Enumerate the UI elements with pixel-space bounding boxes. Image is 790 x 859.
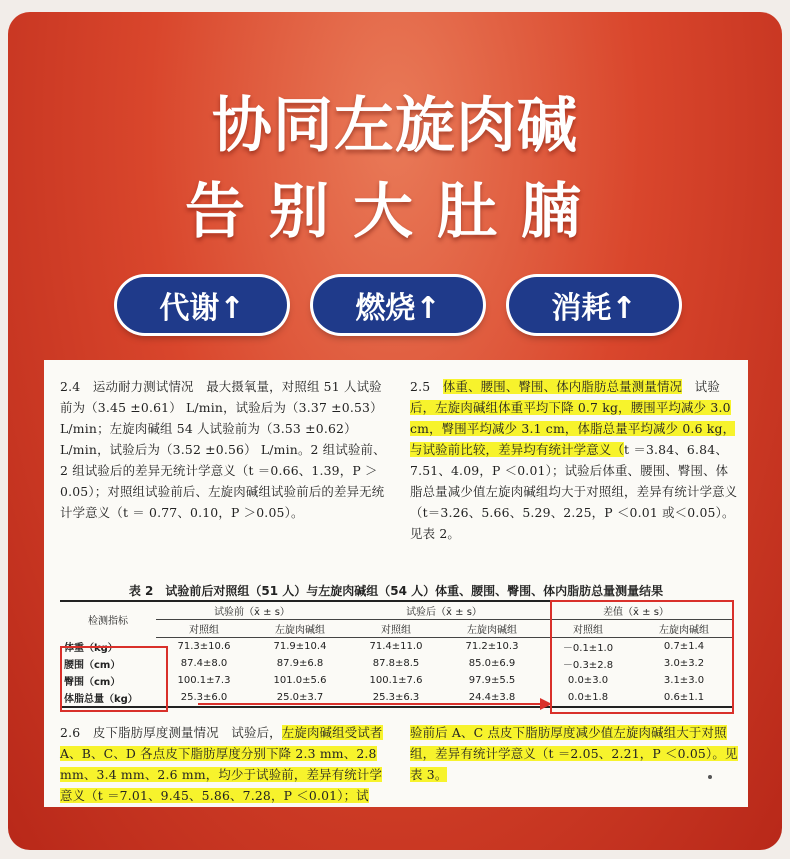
table-cell: 0.7±1.4 — [663, 641, 705, 652]
section-2-6-heading: 2.6 皮下脂肪厚度测量情况 — [60, 725, 232, 740]
section-2-5-body: t ＝3.84、6.84、7.51、4.09，P ＜0.01）；试验后体重、腰围、臀围、体脂总量减少值左旋肉碱组均大于对照组，差异有统计学意义（t＝3.26、5.66、5.29、2.25，P ＜0.01 或＜0.05）。见表 2。 — [410, 442, 738, 541]
speck — [708, 775, 712, 779]
section-2-4-heading: 2.4 运动耐力测试情况 — [60, 379, 207, 394]
table-cell: 25.0±3.7 — [252, 689, 348, 707]
table-cell: －0.3±2.8 — [562, 660, 614, 671]
table-subheader: 对照组 — [156, 620, 252, 638]
promo-card — [8, 12, 782, 850]
table-cell: 97.9±5.5 — [468, 675, 516, 686]
table-subheader: 左旋肉碱组 — [252, 620, 348, 638]
section-2-4 — [60, 376, 390, 523]
table-cell: 71.9±10.4 — [273, 641, 327, 652]
table-subheader: 对照组 — [348, 620, 444, 638]
table-cell: 0.0±3.0 — [567, 675, 609, 686]
row-label: 体重（kg） — [64, 642, 118, 654]
row-label: 腰围（cm） — [64, 660, 121, 671]
table-2-title: 表 2 试验前后对照组（51 人）与左旋肉碱组（54 人）体重、腰围、臀围、体内脂肪总量测量结果 — [128, 584, 664, 598]
row-label: 体脂总量（kg） — [60, 689, 156, 707]
table-cell: 24.4±3.8 — [444, 689, 540, 707]
table-cell: 71.4±11.0 — [369, 641, 423, 652]
table-cell: 87.4±8.0 — [180, 658, 228, 669]
table-header-group-diff: 差值（x̄ ± s） — [540, 601, 732, 620]
table-cell: 87.9±6.8 — [276, 658, 324, 669]
table-header-group-after: 试验后（x̄ ± s） — [348, 601, 540, 620]
badge-consumption: 消耗↑ — [509, 277, 679, 333]
section-2-6-lead: 试验后， — [231, 725, 282, 740]
table-subheader: 左旋肉碱组 — [444, 620, 540, 638]
table-cell: 3.0±3.2 — [663, 658, 705, 669]
table-subheader: 对照组 — [540, 620, 636, 638]
table-cell: －0.1±1.0 — [562, 643, 614, 654]
table-cell: 0.0±1.8 — [540, 689, 636, 707]
table-cell: 3.1±3.0 — [663, 675, 705, 686]
section-2-5 — [410, 376, 740, 544]
section-2-6-highlight: 左旋肉碱组受试者 A、B、C、D 各点皮下脂肪厚度分别下降 2.3 mm、2.8 mm、3.4 mm、2.6 mm，均少于试验前，差异有统计学意义（t ＝7.01、9.45、5.86、7.28，P ＜0.01）；试 — [60, 725, 383, 803]
table-cell: 71.2±10.3 — [465, 641, 519, 652]
arrow-head-icon — [540, 698, 552, 710]
table-cell: 71.3±10.6 — [177, 641, 231, 652]
section-2-6 — [60, 722, 390, 806]
section-2-6-continued — [410, 722, 740, 785]
table-cell: 25.3±6.3 — [348, 689, 444, 707]
highlight-box-indicators — [60, 646, 168, 712]
table-cell: 100.1±7.6 — [369, 675, 423, 686]
badge-metabolism: 代谢↑ — [117, 277, 287, 333]
section-2-5-heading: 体重、腰围、臀围、体内脂肪总量测量情况 — [442, 379, 683, 394]
table-cell: 0.6±1.1 — [636, 689, 732, 707]
section-2-5-highlight: 后，左旋肉碱组体重平均下降 0.7 kg，腰围平均减少 3.0 cm，臀围平均减少 3.1 cm，体脂总量平均减少 0.6 kg，与试验前比较，差异均有统计学意义（ — [410, 400, 736, 457]
section-2-5-number: 2.5 — [410, 379, 443, 394]
table-subheader: 左旋肉碱组 — [636, 620, 732, 638]
table-header-indicator: 检测指标 — [60, 601, 156, 638]
headline-line-1: 协同左旋肉碱 — [212, 91, 578, 161]
arrow-line — [198, 703, 542, 705]
headline-line-2: 告别大肚腩 — [185, 177, 605, 247]
table-cell: 101.0±5.6 — [273, 675, 327, 686]
section-2-4-body: 最大摄氧量，对照组 51 人试验前为（3.45 ±0.61） L/min，试验后为（3.37 ±0.53） L/min；左旋肉碱组 54 人试验前为（3.53 ±0.62） L/min，试验后为（3.52 ±0.56） L/min。2 组试验前、2 组试验后的差异无统计学意义（t ＝0.66、1.39，P ＞0.05）；对照组试验前后、左旋肉碱组试验前后的差异无统计学意义（t ＝ 0.77、0.10，P ＞0.05）。 — [60, 379, 386, 520]
badge-burning: 燃烧↑ — [313, 277, 483, 333]
section-2-5-lead: 试验 — [682, 379, 720, 394]
section-2-6-continued-highlight: 验前后 A、C 点皮下脂肪厚度减少值左旋肉碱组大于对照组，差异有统计学意义（t ＝2.05、2.21，P ＜0.05）。见表 3。 — [410, 725, 738, 782]
row-label: 臀围（cm） — [64, 677, 121, 688]
table-header-group-before: 试验前（x̄ ± s） — [156, 601, 348, 620]
table-cell: 87.8±8.5 — [372, 658, 420, 669]
table-cell: 100.1±7.3 — [177, 675, 231, 686]
study-excerpt — [44, 360, 748, 807]
table-cell: 25.3±6.0 — [156, 689, 252, 707]
highlight-box-diff — [550, 600, 734, 714]
table-cell: 85.0±6.9 — [468, 658, 516, 669]
